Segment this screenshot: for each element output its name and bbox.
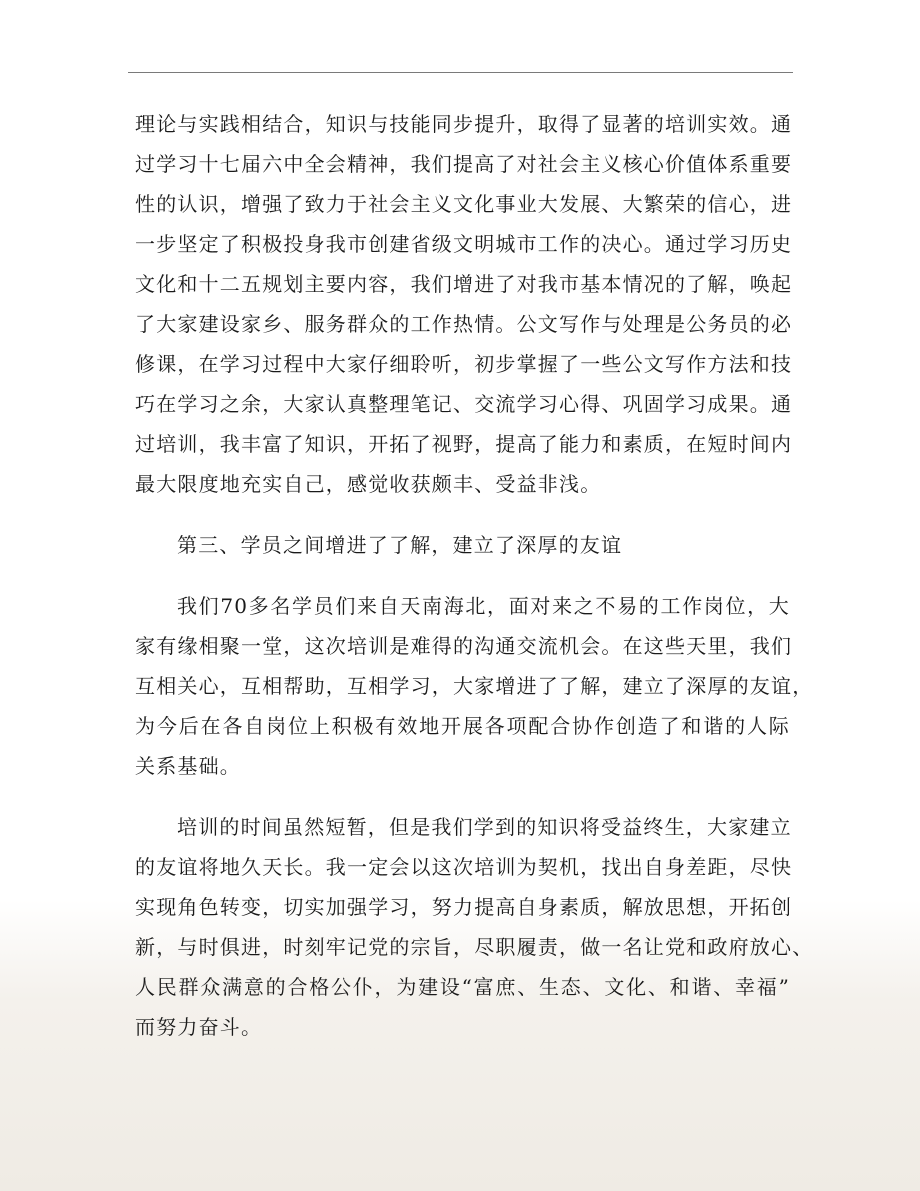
paragraph-line: 了大家建设家乡、服务群众的工作热情。公文写作与处理是公务员的必 <box>135 312 793 336</box>
paragraph-line: 为今后在各自岗位上积极有效地开展各项配合协作创造了和谐的人际 <box>135 714 790 738</box>
document-body <box>135 104 814 1047</box>
paragraph-line: 人民群众满意的合格公仆，为建设“富庶、生态、文化、和谐、幸福” <box>135 975 790 999</box>
paragraph-line: 巧在学习之余，大家认真整理笔记、交流学习心得、巩固学习成果。通 <box>135 392 793 416</box>
paragraph-2 <box>135 586 814 786</box>
paragraph-3 <box>135 807 814 1047</box>
paragraph-line: 过培训，我丰富了知识，开拓了视野，提高了能力和素质，在短时间内 <box>135 432 793 456</box>
paragraph-line: 新，与时俱进，时刻牢记党的宗旨，尽职履责，做一名让党和政府放心、 <box>135 935 814 959</box>
paragraph-line: 我们70多名学员们来自天南海北，面对来之不易的工作岗位，大 <box>177 594 790 618</box>
paragraph-line: 互相关心，互相帮助，互相学习，大家增进了了解，建立了深厚的友谊， <box>135 674 814 698</box>
paragraph-line: 的友谊将地久天长。我一定会以这次培训为契机，找出自身差距，尽快 <box>135 855 793 879</box>
paragraph-line: 培训的时间虽然短暂，但是我们学到的知识将受益终生，大家建立 <box>177 815 792 839</box>
paragraph-line: 文化和十二五规划主要内容，我们增进了对我市基本情况的了解，唤起 <box>135 272 793 296</box>
paragraph-line: 而努力奋斗。 <box>135 1015 263 1039</box>
paragraph-line: 最大限度地充实自己，感觉收获颇丰、受益非浅。 <box>135 472 602 496</box>
paragraph-line: 性的认识，增强了致力于社会主义文化事业大发展、大繁荣的信心，进 <box>135 192 793 216</box>
section-heading: 第三、学员之间增进了了解，建立了深厚的友谊 <box>177 533 623 557</box>
paragraph-line: 理论与实践相结合，知识与技能同步提升，取得了显著的培训实效。通 <box>135 112 793 136</box>
paragraph-line: 一步坚定了积极投身我市创建省级文明城市工作的决心。通过学习历史 <box>135 232 793 256</box>
header-rule <box>128 72 793 73</box>
paragraph-line: 关系基础。 <box>135 754 241 778</box>
paragraph-line: 修课，在学习过程中大家仔细聆听，初步掌握了一些公文写作方法和技 <box>135 352 793 376</box>
paragraph-line: 家有缘相聚一堂，这次培训是难得的沟通交流机会。在这些天里，我们 <box>135 634 793 658</box>
paragraph-line: 实现角色转变，切实加强学习，努力提高自身素质，解放思想，开拓创 <box>135 895 793 919</box>
paragraph-1 <box>135 104 793 504</box>
paragraph-line: 过学习十七届六中全会精神，我们提高了对社会主义核心价值体系重要 <box>135 152 793 176</box>
